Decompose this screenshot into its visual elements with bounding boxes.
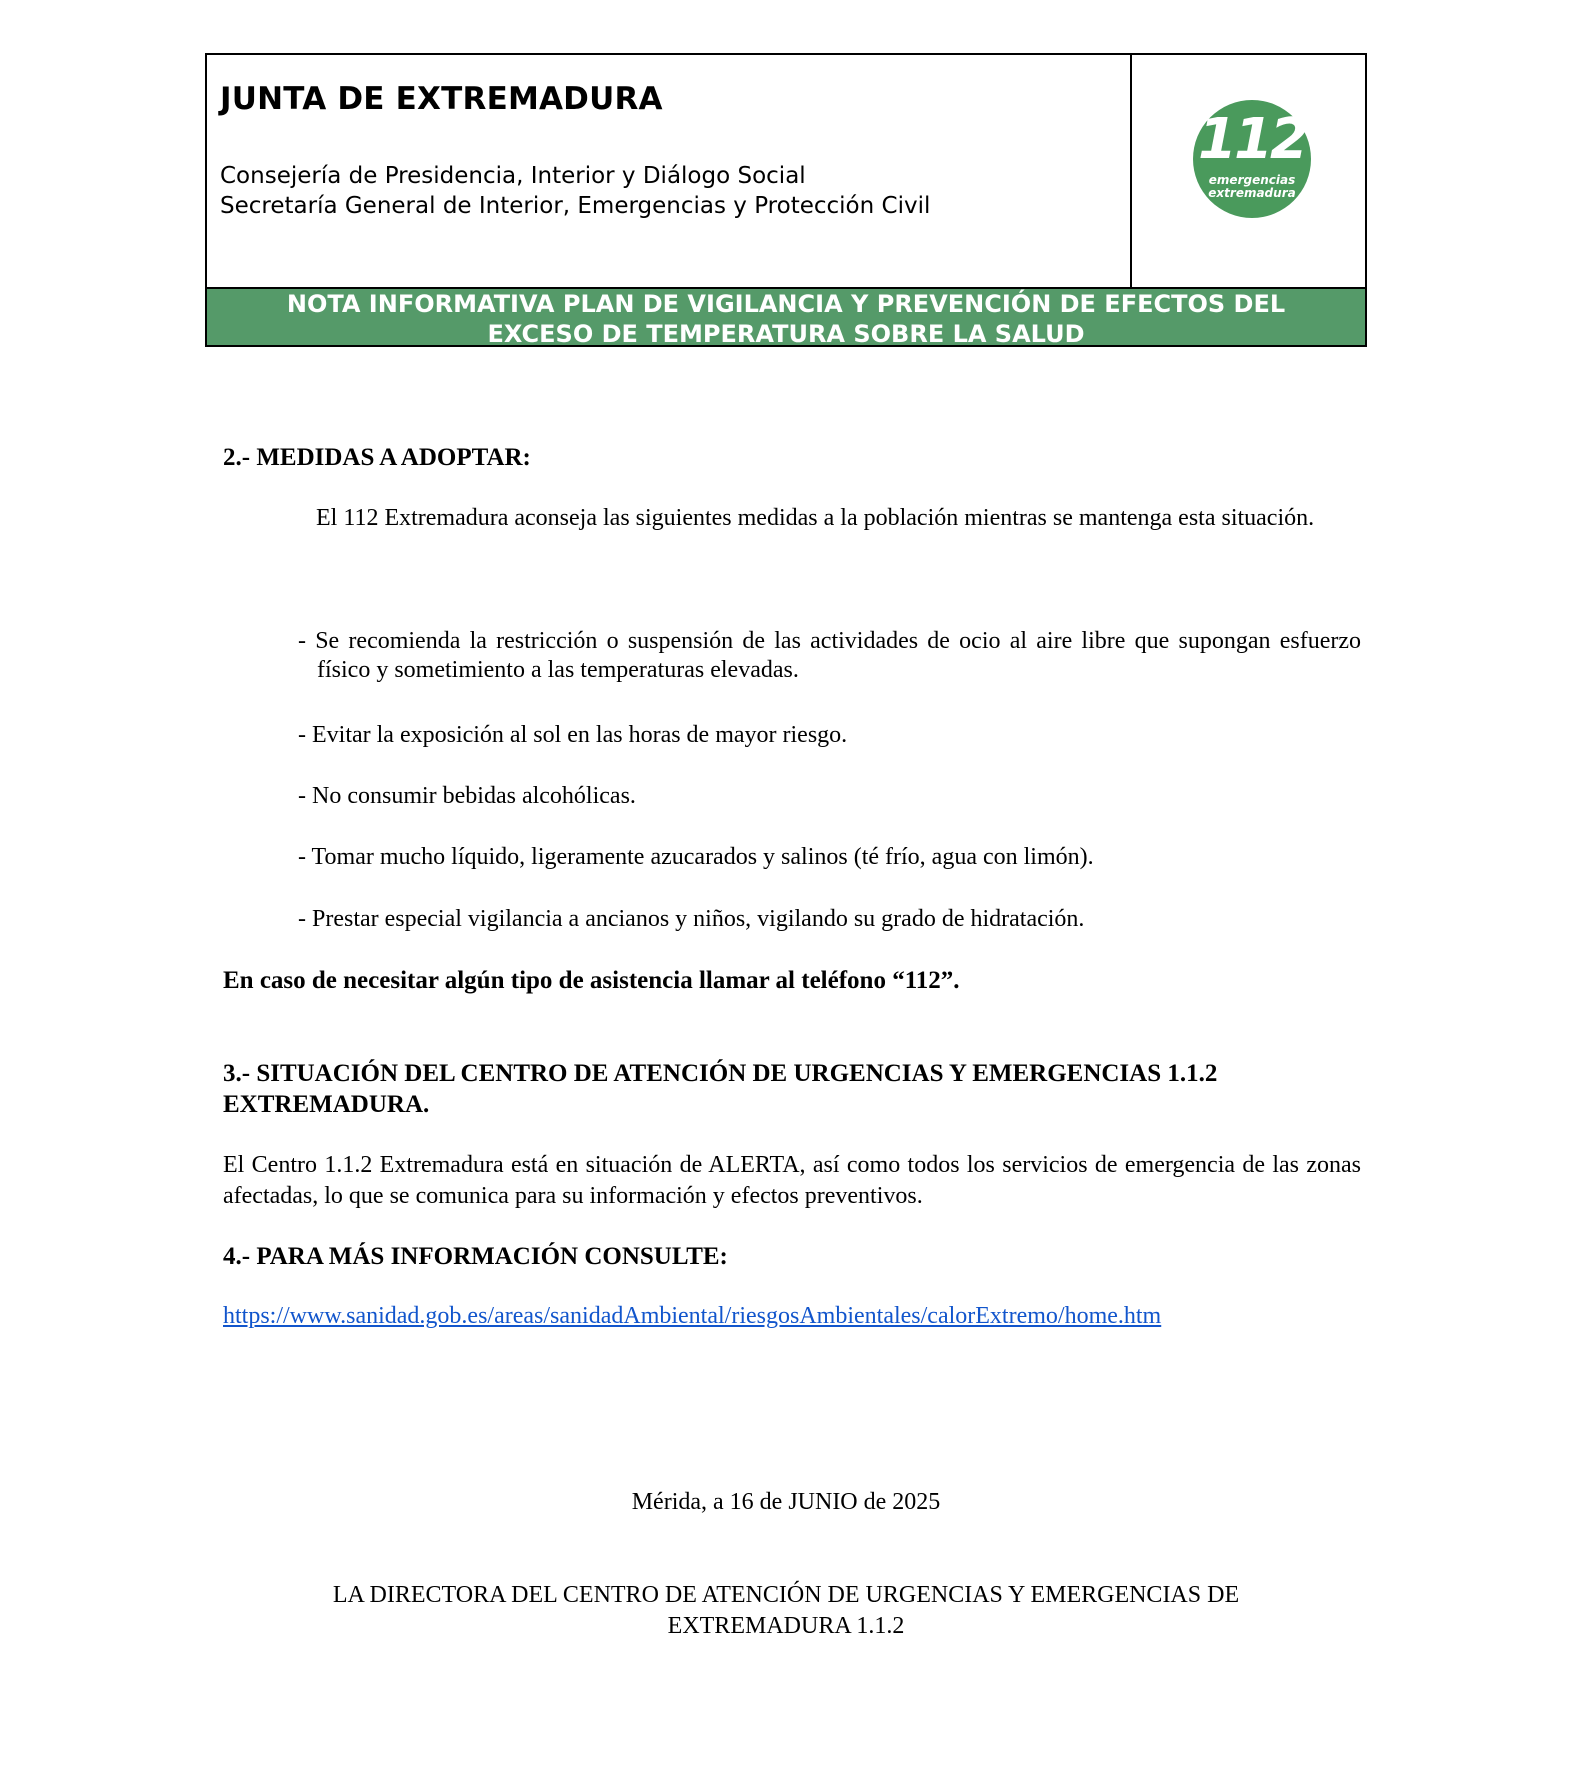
section-2-intro — [223, 503, 1361, 534]
measure-item: - Evitar la exposición al sol en las horas de mayor riesgo. — [298, 722, 848, 748]
signature-line-2: EXTREMADURA 1.1.2 — [667, 1613, 905, 1639]
emergency-112-logo — [1193, 100, 1311, 218]
logo-number: 112 — [1198, 107, 1306, 172]
section-2-intro-text: El 112 Extremadura aconseja las siguientes medidas a la población mientras se mantenga esta situación. — [316, 505, 1315, 531]
assistance-note: En caso de necesitar algún tipo de asistencia llamar al teléfono “112”. — [223, 967, 960, 994]
measure-item: - Prestar especial vigilancia a ancianos y niños, vigilando su grado de hidratación. — [298, 906, 1085, 932]
measure-item: - Tomar mucho líquido, ligeramente azucarados y salinos (té frío, agua con limón). — [298, 844, 1094, 870]
section-3-heading: 3.- SITUACIÓN DEL CENTRO DE ATENCIÓN DE URGENCIAS Y EMERGENCIAS 1.1.2 EXTREMADURA. — [223, 1060, 1218, 1118]
date-line: Mérida, a 16 de JUNIO de 2025 — [631, 1489, 941, 1515]
info-link[interactable]: https://www.sanidad.gob.es/areas/sanidadAmbiental/riesgosAmbientales/calorExtremo/home.htm — [223, 1303, 1162, 1329]
section-3-text: El Centro 1.1.2 Extremadura está en situación de ALERTA, así como todos los servicios de emergencia de las zonas afectadas, lo que se comunica para su información y efectos preventivos. — [223, 1152, 1361, 1209]
banner-line-2: EXCESO DE TEMPERATURA SOBRE LA SALUD — [487, 320, 1085, 348]
signature-block — [205, 1580, 1367, 1642]
secretariat-line: Secretaría General de Interior, Emergencias y Protección Civil — [220, 193, 931, 219]
measure-list — [298, 905, 1361, 934]
logo-subtitle-1: emergencias — [1208, 173, 1296, 187]
measure-item: - Se recomienda la restricción o suspensión de las actividades de ocio al aire libre que supongan esfuerzo físico y sometimiento a las temperaturas elevadas. — [298, 628, 1361, 683]
banner-line-1: NOTA INFORMATIVA PLAN DE VIGILANCIA Y PREVENCIÓN DE EFECTOS DEL — [286, 290, 1286, 318]
measure-list — [298, 782, 1361, 811]
measure-list — [298, 721, 1361, 750]
section-2-heading: 2.- MEDIDAS A ADOPTAR: — [223, 444, 531, 471]
signature-line-1: LA DIRECTORA DEL CENTRO DE ATENCIÓN DE URGENCIAS Y EMERGENCIAS DE — [332, 1582, 1240, 1608]
org-title: JUNTA DE EXTREMADURA — [220, 81, 663, 117]
department-line: Consejería de Presidencia, Interior y Diálogo Social — [220, 163, 806, 189]
logo-subtitle-2: extremadura — [1208, 186, 1296, 200]
measure-list — [298, 843, 1361, 872]
title-banner — [207, 287, 1365, 348]
measure-item: - No consumir bebidas alcohólicas. — [298, 783, 636, 809]
document-header — [205, 53, 1367, 347]
measure-list — [298, 627, 1361, 685]
section-4-heading: 4.- PARA MÁS INFORMACIÓN CONSULTE: — [223, 1243, 728, 1270]
header-text-cell — [207, 55, 1132, 287]
